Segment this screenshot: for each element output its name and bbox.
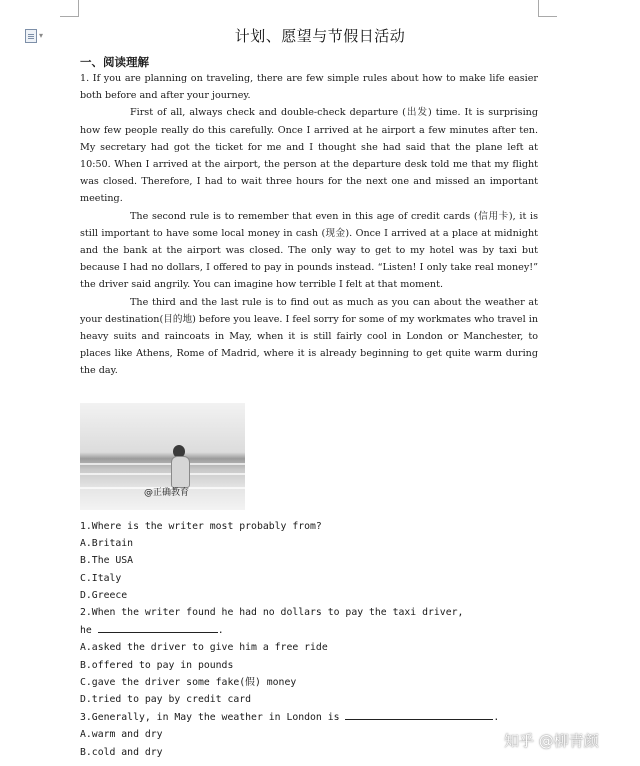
photo-wave: [80, 473, 245, 475]
question-2-prefix: he: [80, 625, 98, 637]
image-watermark: @正确教育: [144, 488, 190, 498]
reading-passage: [80, 70, 538, 380]
question-2-end: .: [217, 625, 224, 637]
passage-paragraph-4: The third and the last rule is to find out as much as you can about the weather at your destination(目的地) before you leave. I feel sorry for some of my workmates who travel in heavy suits and raincoats in May, when it is still fairly cool in London or Manchester, to places like Athens, Rome of Madrid, where it is already beginning to get quite warm during the day.: [80, 296, 538, 377]
question-3-end: .: [493, 712, 500, 724]
question-1: 1.Where is the writer most probably from?: [80, 521, 322, 532]
question-2-option: D.tried to pay by credit card: [80, 694, 252, 706]
question-3-option: B.cold and dry: [80, 746, 163, 758]
answer-blank: [98, 621, 218, 633]
passage-paragraph-1: 1. If you are planning on traveling, there are few simple rules about how to make life easier both before and after your journey.: [80, 73, 538, 102]
question-3-text: 3.Generally, in May the weather in London is: [80, 712, 346, 724]
question-3: [80, 708, 540, 726]
crop-mark-top-left: [60, 0, 79, 17]
section-heading: 一、阅读理解: [80, 55, 149, 69]
question-1-option: A.Britain: [80, 538, 134, 550]
question-1-option: B.The USA: [80, 555, 134, 567]
passage-paragraph-3: The second rule is to remember that even in this age of credit cards (信用卡), it is still important to have some local money in cash (现金). Once I arrived at a place at midnight and the bank at the airport was closed. The only way to get to my hotel was by taxi but because I had no dollars, I offered to pay in pounds instead. “Listen! I only take real money!” the driver said angrily. You can imagine how terrible I felt at that moment.: [80, 210, 538, 291]
question-2-continued: [80, 621, 540, 639]
question-2-option: B.offered to pay in pounds: [80, 659, 234, 671]
question-list: [80, 518, 540, 761]
answer-blank: [345, 708, 493, 720]
question-1-option: D.Greece: [80, 589, 128, 601]
page-title: 计划、愿望与节假日活动: [234, 27, 406, 45]
photo-figure-body: [171, 456, 190, 488]
photo-wave: [80, 463, 245, 465]
question-1-option: C.Italy: [80, 572, 122, 584]
footer-watermark: 知乎 @柳青颜: [504, 732, 599, 750]
question-2: 2.When the writer found he had no dollars to pay the taxi driver,: [80, 607, 464, 619]
crop-mark-top-right: [538, 0, 557, 17]
question-3-option: A.warm and dry: [80, 729, 163, 741]
chevron-down-icon[interactable]: ▾: [39, 31, 44, 40]
beach-photo: [80, 403, 245, 510]
question-2-option: C.gave the driver some fake(假) money: [80, 676, 297, 688]
passage-paragraph-2: First of all, always check and double-check departure (出发) time. It is surprising how few people really do this carefully. Once I arrived at he airport a few minutes after ten. My secretary had got the ticket for me and I thought she had said that the plane left at 10:50. When I arrived at the airport, the person at the departure desk told me that my flight was closed. Therefore, I had to wait three hours for the next one and missed an important meeting.: [80, 107, 538, 205]
question-2-option: A.asked the driver to give him a free ride: [80, 642, 328, 654]
